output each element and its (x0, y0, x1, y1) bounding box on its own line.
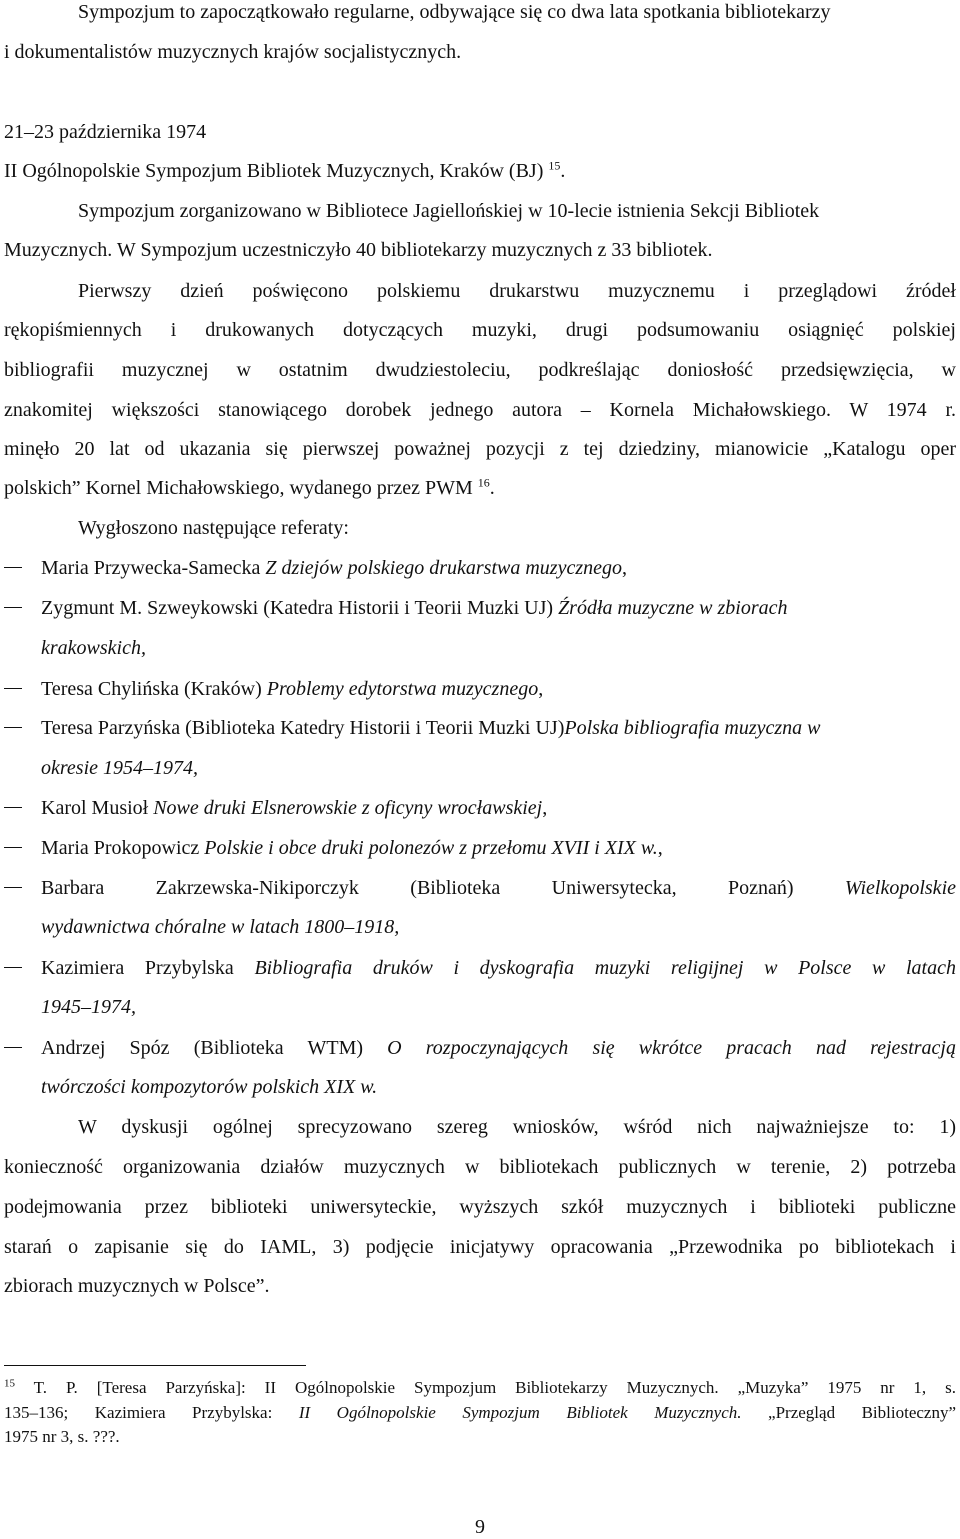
list-item-continuation: wydawnictwa chóralne w latach 1800–1918, (41, 916, 400, 938)
paragraph-line: Sympozjum to zapoczątkowało regularne, odbywające się co dwa lata spotkania bibliotekarzy (78, 1, 831, 23)
dash-bullet-icon (4, 887, 22, 888)
paragraph-line: zbiorach muzycznych w Polsce”. (4, 1275, 270, 1297)
paragraph-line: polskich” Kornel Michałowskiego, wydanego przez PWM $^{16}$. (4, 475, 495, 499)
list-item: Teresa Parzyńska (Biblioteka Katedry Historii i Teorii Muzki UJ)Polska bibliografia muzyczna w (41, 717, 821, 739)
list-item-continuation: twórczości kompozytorów polskich XIX w. (41, 1076, 378, 1098)
dash-bullet-icon (4, 807, 22, 808)
footnote: $^{15}$ T. P. [Teresa Parzyńska]: II Ogólnopolskie Sympozjum Bibliotekarzy Muzycznych. „Muzyka” 1975 nr 1, s. (4, 1377, 956, 1397)
paragraph-line: podejmowania przez biblioteki uniwersyteckie, wyższych szkół muzycznych i biblioteki publiczne (4, 1196, 956, 1218)
dash-bullet-icon (4, 688, 22, 689)
paragraph-line: Sympozjum zorganizowano w Bibliotece Jagiellońskiej w 10-lecie istnienia Sekcji Bibliotek (78, 200, 820, 222)
list-item-continuation: krakowskich, (41, 637, 146, 659)
list-item: Maria Prokopowicz Polskie i obce druki polonezów z przełomu XVII i XIX w., (41, 837, 663, 859)
footnote-line: 135–136; Kazimiera Przybylska: II Ogólnopolskie Sympozjum Bibliotek Muzycznych. „Przegląd Biblioteczny” (4, 1403, 957, 1422)
list-item: Karol Musioł Nowe druki Elsnerowskie z oficyny wrocławskiej, (41, 797, 548, 819)
list-intro: Wygłoszono następujące referaty: (78, 517, 349, 539)
footnote-line: 1975 nr 3, s. ???. (4, 1427, 120, 1446)
page-number: 9 (475, 1516, 485, 1538)
footnote-ref[interactable]: 15 (548, 158, 561, 173)
paragraph-line: starań o zapisanie się do IAML, 3) podjęcie inicjatywy opracowania „Przewodnika po bibliotekach i (4, 1236, 956, 1258)
list-item: Andrzej Spóz (Biblioteka WTM) O rozpoczynających się wkrótce pracach nad rejestracją (41, 1037, 956, 1059)
footnote-number: 15 (4, 1377, 15, 1390)
event-heading: II Ogólnopolskie Sympozjum Bibliotek Muzycznych, Kraków (BJ) $^{15}$. (4, 158, 566, 182)
paragraph-line: Muzycznych. W Sympozjum uczestniczyło 40 bibliotekarzy muzycznych z 33 bibliotek. (4, 239, 713, 261)
list-item: Barbara Zakrzewska-Nikiporczyk (Biblioteka Uniwersytecka, Poznań) Wielkopolskie (41, 877, 956, 899)
list-item-continuation: 1945–1974, (41, 996, 136, 1018)
dash-bullet-icon (4, 1047, 22, 1048)
list-item-continuation: okresie 1954–1974, (41, 757, 199, 779)
dash-bullet-icon (4, 967, 22, 968)
event-date: 21–23 października 1974 (4, 121, 207, 143)
paragraph-line: bibliografii muzycznej w ostatnim dwudziestoleciu, podkreślając doniosłość przedsięwzięcia, w (4, 359, 956, 381)
paragraph-line: minęło 20 lat od ukazania się pierwszej poważnej pozycji z tej dziedziny, mianowicie „Katalogu oper (4, 438, 956, 460)
dash-bullet-icon (4, 727, 22, 728)
list-item: Maria Przywecka-Samecka Z dziejów polskiego drukarstwa muzycznego, (41, 557, 627, 579)
paragraph-line: rękopiśmiennych i drukowanych dotyczących muzyki, drugi podsumowaniu osiągnięć polskiej (4, 319, 956, 341)
list-item: Teresa Chylińska (Kraków) Problemy edytorstwa muzycznego, (41, 678, 544, 700)
dash-bullet-icon (4, 567, 22, 568)
footnote-ref[interactable]: 16 (477, 475, 490, 490)
dash-bullet-icon (4, 607, 22, 608)
footnote-separator (4, 1365, 306, 1366)
dash-bullet-icon (4, 847, 22, 848)
paragraph-line: i dokumentalistów muzycznych krajów socjalistycznych. (4, 41, 462, 63)
list-item: Zygmunt M. Szweykowski (Katedra Historii i Teorii Muzki UJ) Źródła muzyczne w zbiorach (41, 597, 788, 619)
paragraph-line: konieczność organizowania działów muzycznych w bibliotekach publicznych w terenie, 2) potrzeba (4, 1156, 956, 1178)
paragraph-line: Pierwszy dzień poświęcono polskiemu drukarstwu muzycznemu i przeglądowi źródeł (78, 280, 956, 302)
paragraph-line: znakomitej większości stanowiącego dorobek jednego autora – Kornela Michałowskiego. W 1974 r. (4, 399, 956, 421)
paragraph-line: W dyskusji ogólnej sprecyzowano szereg wniosków, wśród nich najważniejsze to: 1) (78, 1116, 956, 1138)
list-item: Kazimiera Przybylska Bibliografia druków i dyskografia muzyki religijnej w Polsce w latach (41, 957, 956, 979)
